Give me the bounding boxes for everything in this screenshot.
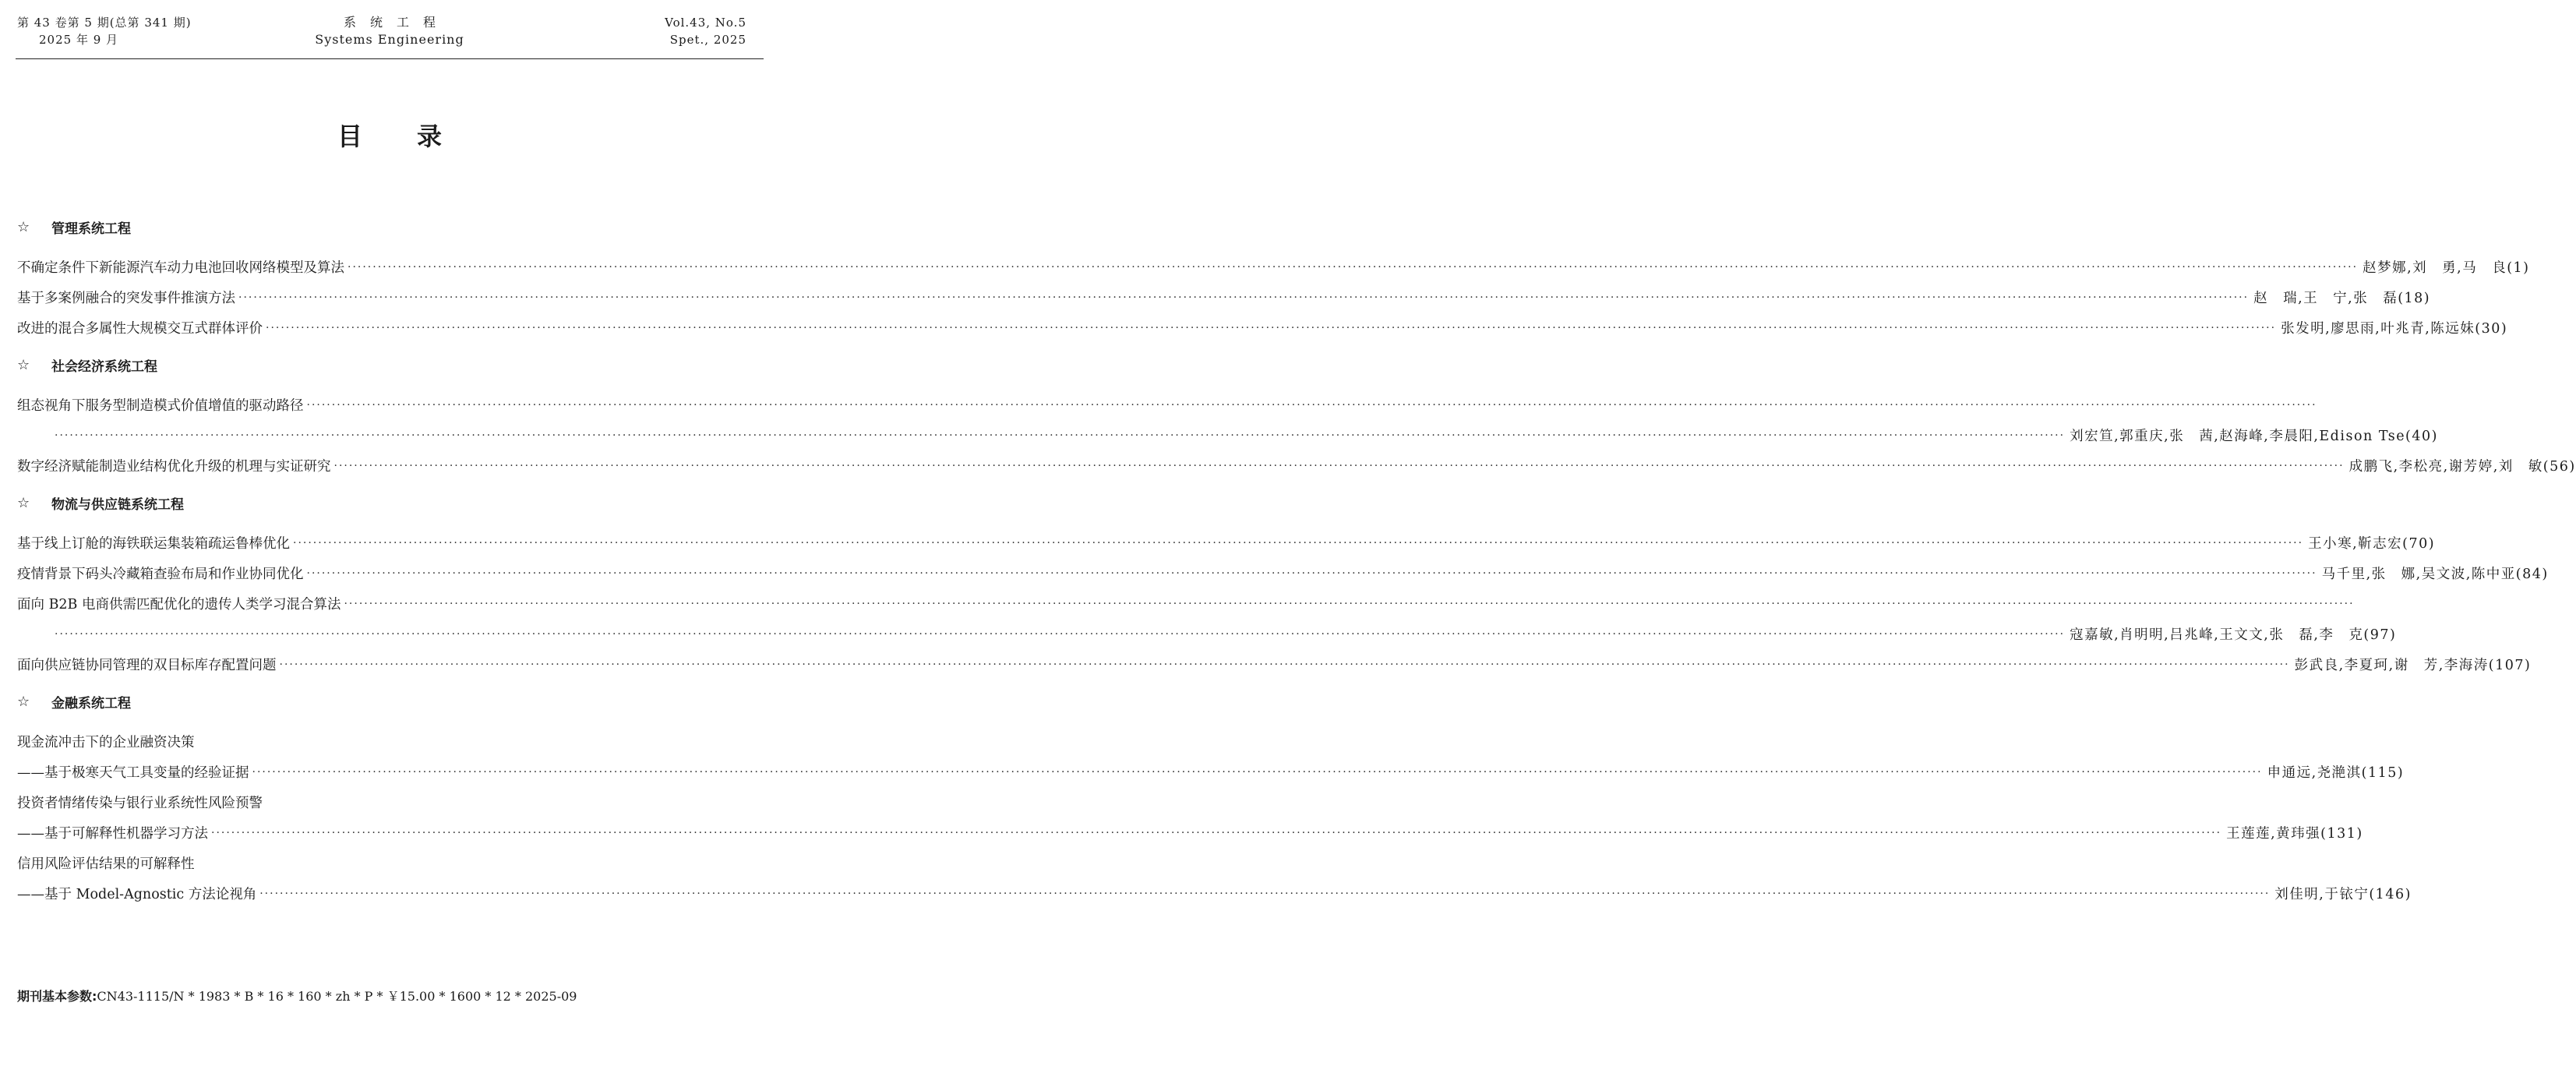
article-title: 数字经济赋能制造业结构优化升级的机理与实证研究: [17, 459, 331, 475]
leader-dots: ················································································································································································································································································································································································································: [55, 429, 2066, 442]
article-authors: 赵 瑞,王 宁,张 磊(18): [2253, 291, 2431, 306]
article-title: 组态视角下服务型制造模式价值增值的驱动路径: [17, 398, 304, 414]
article-authors: 王小寒,靳志宏(70): [2308, 536, 2436, 552]
star-icon: ☆: [17, 693, 30, 710]
article-authors: 王莲莲,黄玮强(131): [2226, 826, 2363, 842]
section-heading: [17, 691, 762, 711]
article-title: 基于多案例融合的突发事件推演方法: [17, 291, 235, 306]
article-title: 不确定条件下新能源汽车动力电池回收网络模型及算法: [17, 260, 344, 276]
section-title: 物流与供应链系统工程: [51, 496, 184, 513]
toc-entry-subtitle[interactable]: [17, 873, 2412, 903]
toc-entry-continuation[interactable]: [17, 415, 2438, 445]
section-spacer: [17, 674, 762, 691]
leader-dots: ················································································································································································································································································································································································································: [55, 628, 2066, 641]
journal-parameters: [17, 987, 577, 1004]
parameters-label: 期刊基本参数:: [17, 989, 97, 1004]
running-header-journal: [0, 14, 779, 48]
article-title: 疫情背景下码头冷藏箱查验布局和作业协同优化: [17, 567, 304, 582]
toc-entry-subtitle[interactable]: [17, 751, 2405, 782]
section-title: 社会经济系统工程: [51, 358, 157, 375]
article-authors: 成鹏飞,李松亮,谢芳婷,刘 敏(56): [2348, 459, 2576, 475]
article-authors: 彭武良,李夏珂,谢 芳,李海涛(107): [2294, 658, 2532, 673]
toc-entry-continuation[interactable]: [17, 613, 2397, 644]
running-header-vol: [665, 14, 746, 48]
leader-dots: ················································································································································································································································································································································································································: [259, 888, 2271, 900]
toc-entry[interactable]: [17, 842, 762, 873]
article-subtitle: ——基于 Model-Agnostic 方法论视角: [17, 887, 257, 902]
section-heading: [17, 355, 762, 375]
article-title: 信用风险评估结果的可解释性: [17, 856, 195, 872]
leader-dots: ················································································································································································································································································································································································································: [306, 567, 2317, 580]
leader-dots: ················································································································································································································································································································································································································: [211, 827, 2222, 839]
star-icon: ☆: [17, 356, 30, 373]
article-authors: 马千里,张 娜,吴文波,陈中亚(84): [2321, 567, 2549, 582]
header-rule: [16, 58, 764, 59]
section-heading: [17, 493, 762, 513]
toc-entry[interactable]: [17, 277, 2431, 307]
issue-volume: 第 43 卷第 5 期(总第 341 期): [17, 16, 192, 30]
toc-entry[interactable]: [17, 445, 2576, 475]
article-title: 基于线上订舱的海铁联运集装箱疏运鲁棒优化: [17, 536, 290, 552]
article-authors: 刘佳明,于铱宁(146): [2274, 887, 2412, 902]
journal-name-en: Systems Engineering: [315, 32, 464, 47]
article-title: 面向 B2B 电商供需匹配优化的遗传人类学习混合算法: [17, 597, 341, 613]
leader-dots: ················································································································································································································································································································································································································: [306, 399, 2317, 411]
leader-dots: ················································································································································································································································································································································································································: [293, 537, 2304, 549]
toc-entry[interactable]: [17, 782, 762, 812]
issue-date: 2025 年 9 月: [39, 33, 119, 47]
article-title: 改进的混合多属性大规模交互式群体评价: [17, 321, 263, 337]
parameters-value: CN43-1115/N * 1983 * B * 16 * 160 * zh * P * ￥15.00 * 1600 * 12 * 2025-09: [97, 989, 577, 1004]
article-authors: 刘宏笪,郭重庆,张 茜,赵海峰,李晨阳,Edison Tse(40): [2070, 429, 2438, 444]
toc-entry[interactable]: [17, 522, 2436, 553]
section-spacer: [17, 475, 762, 493]
toc-entry[interactable]: [17, 721, 762, 751]
leader-dots: ················································································································································································································································································································································································································: [266, 322, 2277, 334]
article-title: 投资者情绪传染与银行业系统性风险预警: [17, 796, 263, 811]
section-heading: [17, 217, 762, 237]
toc-entry[interactable]: [17, 384, 2317, 415]
toc-entry[interactable]: [17, 553, 2549, 583]
section-title: 管理系统工程: [51, 221, 131, 237]
star-icon: ☆: [17, 218, 30, 235]
leader-dots: ················································································································································································································································································································································································································: [279, 658, 2290, 671]
vol-date: Spet., 2025: [669, 33, 746, 47]
article-subtitle: ——基于极寒天气工具变量的经验证据: [17, 765, 249, 781]
page-title: 目录: [337, 122, 496, 151]
article-authors: 申通远,尧滟淇(115): [2267, 765, 2405, 781]
toc-entry[interactable]: [17, 246, 2530, 277]
section-title: 金融系统工程: [51, 695, 131, 711]
star-icon: ☆: [17, 494, 30, 511]
toc-entry[interactable]: [17, 644, 2532, 674]
article-title: 面向供应链协同管理的双目标库存配置问题: [17, 658, 277, 673]
leader-dots: ················································································································································································································································································································································································································: [333, 460, 2345, 472]
article-authors: 赵梦娜,刘 勇,马 良(1): [2363, 260, 2530, 276]
leader-dots: ················································································································································································································································································································································································································: [238, 291, 2250, 304]
toc-entry-subtitle[interactable]: [17, 812, 2363, 842]
journal-name-cn: 系统工程: [343, 15, 450, 30]
vol-number: Vol.43, No.5: [665, 16, 746, 30]
leader-dots: ················································································································································································································································································································································································································: [348, 261, 2359, 274]
article-authors: 张发明,廖思雨,叶兆青,陈远妹(30): [2281, 321, 2508, 337]
section-spacer: [17, 337, 762, 355]
toc-entry[interactable]: [17, 583, 2355, 613]
toc-entry[interactable]: [17, 307, 2508, 337]
article-authors: 寇嘉敏,肖明明,吕兆峰,王文文,张 磊,李 克(97): [2070, 627, 2397, 643]
leader-dots: ················································································································································································································································································································································································································: [344, 598, 2355, 610]
leader-dots: ················································································································································································································································································································································································································: [252, 766, 2263, 779]
article-subtitle: ——基于可解释性机器学习方法: [17, 826, 208, 842]
article-title: 现金流冲击下的企业融资决策: [17, 735, 195, 750]
table-of-contents: [17, 217, 2576, 903]
